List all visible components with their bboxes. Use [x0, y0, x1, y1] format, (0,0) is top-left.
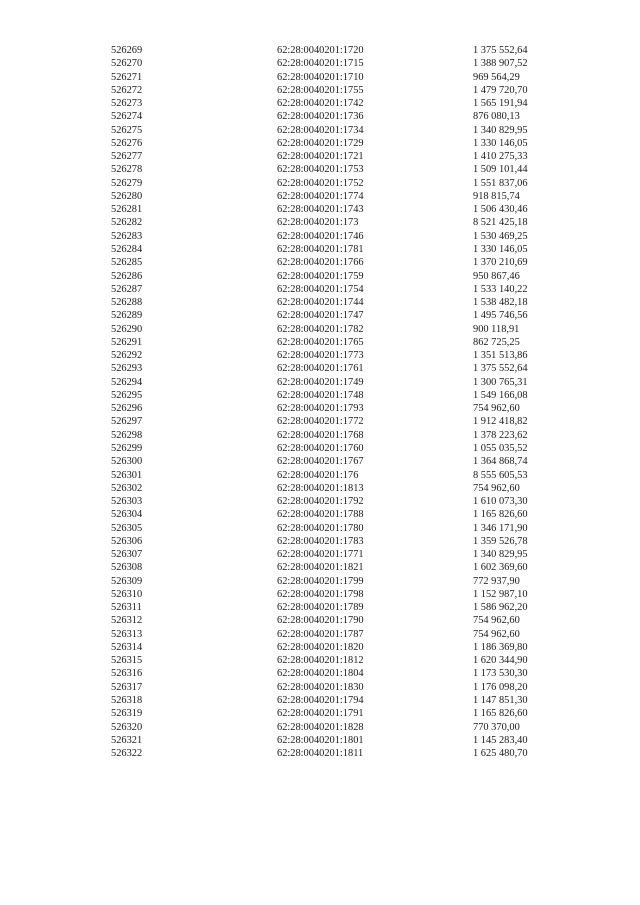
row-number: 526302: [111, 482, 143, 494]
cadastral-number: 62:28:0040201:1794: [277, 695, 364, 707]
table-row: [0, 442, 640, 455]
cadastral-number: 62:28:0040201:1721: [277, 151, 364, 163]
row-number: 526313: [111, 628, 143, 640]
cadastral-number: 62:28:0040201:1790: [277, 615, 364, 627]
cadastral-value: 1 506 430,46: [473, 204, 528, 216]
cadastral-number: 62:28:0040201:1793: [277, 403, 364, 415]
row-number: 526286: [111, 270, 143, 282]
cadastral-value: 1 186 369,80: [473, 641, 528, 653]
table-row: [0, 641, 640, 654]
row-number: 526288: [111, 297, 143, 309]
cadastral-number: 62:28:0040201:1715: [277, 58, 364, 70]
cadastral-value: 1 538 482,18: [473, 297, 528, 309]
cadastral-number: 62:28:0040201:1729: [277, 137, 364, 149]
table-row: [0, 667, 640, 680]
cadastral-value: 1 340 829,95: [473, 124, 528, 136]
cadastral-number: 62:28:0040201:1768: [277, 429, 364, 441]
table-row: [0, 508, 640, 521]
cadastral-value: 969 564,29: [473, 71, 520, 83]
cadastral-value: 1 173 530,30: [473, 668, 528, 680]
cadastral-number: 62:28:0040201:1804: [277, 668, 364, 680]
table-row: [0, 124, 640, 137]
cadastral-number: 62:28:0040201:1765: [277, 336, 364, 348]
row-number: 526314: [111, 641, 143, 653]
cadastral-number: 62:28:0040201:1742: [277, 98, 364, 110]
cadastral-number: 62:28:0040201:1801: [277, 734, 364, 746]
table-row: [0, 177, 640, 190]
cadastral-value: 1 370 210,69: [473, 257, 528, 269]
cadastral-value: 1 586 962,20: [473, 602, 528, 614]
cadastral-value: 1 165 826,60: [473, 708, 528, 720]
cadastral-number: 62:28:0040201:1789: [277, 602, 364, 614]
row-number: 526272: [111, 84, 143, 96]
row-number: 526273: [111, 98, 143, 110]
cadastral-value: 1 055 035,52: [473, 442, 528, 454]
row-number: 526271: [111, 71, 143, 83]
table-row: [0, 243, 640, 256]
cadastral-number: 62:28:0040201:1782: [277, 323, 364, 335]
row-number: 526275: [111, 124, 143, 136]
cadastral-number: 62:28:0040201:1772: [277, 416, 364, 428]
cadastral-number: 62:28:0040201:176: [277, 469, 359, 481]
cadastral-value: 900 118,91: [473, 323, 520, 335]
row-number: 526300: [111, 456, 143, 468]
table-row: [0, 376, 640, 389]
table-row: [0, 323, 640, 336]
table-row: [0, 654, 640, 667]
cadastral-number: 62:28:0040201:1736: [277, 111, 364, 123]
table-row: [0, 455, 640, 468]
table-row: [0, 203, 640, 216]
table-row: [0, 482, 640, 495]
row-number: 526315: [111, 655, 143, 667]
table-row: [0, 694, 640, 707]
cadastral-value: 8 555 605,53: [473, 469, 528, 481]
cadastral-number: 62:28:0040201:1767: [277, 456, 364, 468]
cadastral-value: 754 962,60: [473, 482, 520, 494]
row-number: 526270: [111, 58, 143, 70]
row-number: 526309: [111, 575, 143, 587]
cadastral-value: 8 521 425,18: [473, 217, 528, 229]
row-number: 526282: [111, 217, 143, 229]
row-number: 526307: [111, 549, 143, 561]
table-row: [0, 216, 640, 229]
cadastral-value: 1 495 746,56: [473, 310, 528, 322]
cadastral-value: 754 962,60: [473, 403, 520, 415]
cadastral-number: 62:28:0040201:1811: [277, 748, 364, 760]
table-row: [0, 44, 640, 57]
cadastral-number: 62:28:0040201:1752: [277, 177, 364, 189]
cadastral-number: 62:28:0040201:1798: [277, 588, 364, 600]
table-row: [0, 747, 640, 760]
cadastral-value: 1 359 526,78: [473, 535, 528, 547]
table-row: [0, 296, 640, 309]
cadastral-number: 62:28:0040201:1774: [277, 190, 364, 202]
cadastral-number: 62:28:0040201:1710: [277, 71, 364, 83]
cadastral-value: 1 509 101,44: [473, 164, 528, 176]
table-row: [0, 336, 640, 349]
row-number: 526297: [111, 416, 143, 428]
cadastral-number: 62:28:0040201:1761: [277, 363, 364, 375]
cadastral-number: 62:28:0040201:1780: [277, 522, 364, 534]
cadastral-value: 1 330 146,05: [473, 243, 528, 255]
table-row: [0, 137, 640, 150]
cadastral-number: 62:28:0040201:1759: [277, 270, 364, 282]
cadastral-number: 62:28:0040201:1792: [277, 496, 364, 508]
cadastral-value: 772 937,90: [473, 575, 520, 587]
cadastral-value: 1 625 480,70: [473, 748, 528, 760]
cadastral-number: 62:28:0040201:1720: [277, 45, 364, 56]
cadastral-value: 1 479 720,70: [473, 84, 528, 96]
table-row: [0, 681, 640, 694]
cadastral-number: 62:28:0040201:1755: [277, 84, 364, 96]
cadastral-number: 62:28:0040201:1781: [277, 243, 364, 255]
cadastral-value: 1 375 552,64: [473, 45, 528, 56]
cadastral-value: 1 530 469,25: [473, 230, 528, 242]
row-number: 526295: [111, 389, 143, 401]
cadastral-number: 62:28:0040201:173: [277, 217, 359, 229]
row-number: 526277: [111, 151, 143, 163]
row-number: 526291: [111, 336, 143, 348]
cadastral-value: 1 620 344,90: [473, 655, 528, 667]
row-number: 526274: [111, 111, 143, 123]
table-row: [0, 548, 640, 561]
table-row: [0, 561, 640, 574]
table-row: [0, 71, 640, 84]
cadastral-value: 1 410 275,33: [473, 151, 528, 163]
table-row: [0, 84, 640, 97]
cadastral-number: 62:28:0040201:1773: [277, 350, 364, 362]
row-number: 526301: [111, 469, 143, 481]
row-number: 526311: [111, 602, 142, 614]
cadastral-number: 62:28:0040201:1830: [277, 681, 364, 693]
cadastral-number: 62:28:0040201:1821: [277, 562, 364, 574]
cadastral-number: 62:28:0040201:1753: [277, 164, 364, 176]
cadastral-number: 62:28:0040201:1812: [277, 655, 364, 667]
cadastral-value: 1 549 166,08: [473, 389, 528, 401]
row-number: 526317: [111, 681, 143, 693]
row-number: 526321: [111, 734, 143, 746]
cadastral-value: 1 330 146,05: [473, 137, 528, 149]
table-row: [0, 721, 640, 734]
table-row: [0, 415, 640, 428]
row-number: 526285: [111, 257, 143, 269]
row-number: 526276: [111, 137, 143, 149]
row-number: 526322: [111, 748, 143, 760]
cadastral-number: 62:28:0040201:1787: [277, 628, 364, 640]
row-number: 526283: [111, 230, 143, 242]
row-number: 526303: [111, 496, 143, 508]
row-number: 526319: [111, 708, 143, 720]
cadastral-number: 62:28:0040201:1754: [277, 283, 364, 295]
cadastral-number: 62:28:0040201:1734: [277, 124, 364, 136]
cadastral-number: 62:28:0040201:1771: [277, 549, 364, 561]
cadastral-value: 918 815,74: [473, 190, 520, 202]
row-number: 526278: [111, 164, 143, 176]
row-number: 526298: [111, 429, 143, 441]
table-row: [0, 57, 640, 70]
row-number: 526269: [111, 45, 143, 56]
cadastral-value: 1 165 826,60: [473, 509, 528, 521]
table-row: [0, 522, 640, 535]
cadastral-value: 1 565 191,94: [473, 98, 528, 110]
cadastral-value: 1 152 987,10: [473, 588, 528, 600]
cadastral-value: 1 346 171,90: [473, 522, 528, 534]
table-row: [0, 614, 640, 627]
row-number: 526292: [111, 350, 143, 362]
cadastral-number: 62:28:0040201:1783: [277, 535, 364, 547]
row-number: 526316: [111, 668, 143, 680]
table-row: [0, 588, 640, 601]
table-row: [0, 495, 640, 508]
row-number: 526293: [111, 363, 143, 375]
row-number: 526280: [111, 190, 143, 202]
table-row: [0, 190, 640, 203]
row-number: 526299: [111, 442, 143, 454]
cadastral-number: 62:28:0040201:1748: [277, 389, 364, 401]
table-row: [0, 402, 640, 415]
cadastral-value: 1 147 851,30: [473, 695, 528, 707]
row-number: 526294: [111, 376, 143, 388]
cadastral-number: 62:28:0040201:1743: [277, 204, 364, 216]
table-row: [0, 601, 640, 614]
table-row: [0, 163, 640, 176]
row-number: 526312: [111, 615, 143, 627]
cadastral-value: 1 912 418,82: [473, 416, 528, 428]
table-row: [0, 150, 640, 163]
cadastral-value: 1 378 223,62: [473, 429, 528, 441]
cadastral-value: 1 533 140,22: [473, 283, 528, 295]
cadastral-value: 1 351 513,86: [473, 350, 528, 362]
cadastral-number: 62:28:0040201:1799: [277, 575, 364, 587]
table-row: [0, 707, 640, 720]
row-number: 526320: [111, 721, 143, 733]
cadastral-number: 62:28:0040201:1744: [277, 297, 364, 309]
row-number: 526305: [111, 522, 143, 534]
cadastral-value: 950 867,46: [473, 270, 520, 282]
cadastral-value: 862 725,25: [473, 336, 520, 348]
table-row: [0, 230, 640, 243]
table-row: [0, 283, 640, 296]
table-row: [0, 97, 640, 110]
cadastral-number: 62:28:0040201:1820: [277, 641, 364, 653]
table-row: [0, 349, 640, 362]
cadastral-number: 62:28:0040201:1760: [277, 442, 364, 454]
cadastral-number: 62:28:0040201:1813: [277, 482, 364, 494]
row-number: 526310: [111, 588, 143, 600]
table-row: [0, 256, 640, 269]
cadastral-number: 62:28:0040201:1828: [277, 721, 364, 733]
table-row: [0, 110, 640, 123]
cadastral-number: 62:28:0040201:1766: [277, 257, 364, 269]
cadastral-value: 770 370,00: [473, 721, 520, 733]
cadastral-number: 62:28:0040201:1746: [277, 230, 364, 242]
row-number: 526287: [111, 283, 143, 295]
cadastral-value: 876 080,13: [473, 111, 520, 123]
table-row: [0, 535, 640, 548]
row-number: 526318: [111, 695, 143, 707]
cadastral-number: 62:28:0040201:1791: [277, 708, 364, 720]
table-row: [0, 628, 640, 641]
cadastral-number: 62:28:0040201:1749: [277, 376, 364, 388]
cadastral-value: 1 176 098,20: [473, 681, 528, 693]
table-row: [0, 362, 640, 375]
cadastral-value: 1 551 837,06: [473, 177, 528, 189]
table-row: [0, 389, 640, 402]
cadastral-number: 62:28:0040201:1788: [277, 509, 364, 521]
cadastral-value: 1 145 283,40: [473, 734, 528, 746]
row-number: 526296: [111, 403, 143, 415]
row-number: 526308: [111, 562, 143, 574]
table-row: [0, 309, 640, 322]
cadastral-value: 1 364 868,74: [473, 456, 528, 468]
table-row: [0, 270, 640, 283]
cadastral-value-table: [0, 44, 640, 760]
cadastral-value: 1 388 907,52: [473, 58, 528, 70]
cadastral-value: 754 962,60: [473, 615, 520, 627]
cadastral-value: 1 602 369,60: [473, 562, 528, 574]
table-row: [0, 575, 640, 588]
row-number: 526284: [111, 243, 143, 255]
table-row: [0, 469, 640, 482]
row-number: 526289: [111, 310, 143, 322]
row-number: 526279: [111, 177, 143, 189]
cadastral-value: 1 375 552,64: [473, 363, 528, 375]
cadastral-value: 1 610 073,30: [473, 496, 528, 508]
row-number: 526306: [111, 535, 143, 547]
cadastral-value: 1 300 765,31: [473, 376, 528, 388]
cadastral-value: 1 340 829,95: [473, 549, 528, 561]
table-row: [0, 734, 640, 747]
table-row: [0, 429, 640, 442]
cadastral-number: 62:28:0040201:1747: [277, 310, 364, 322]
row-number: 526304: [111, 509, 143, 521]
cadastral-value: 754 962,60: [473, 628, 520, 640]
row-number: 526281: [111, 204, 143, 216]
row-number: 526290: [111, 323, 143, 335]
